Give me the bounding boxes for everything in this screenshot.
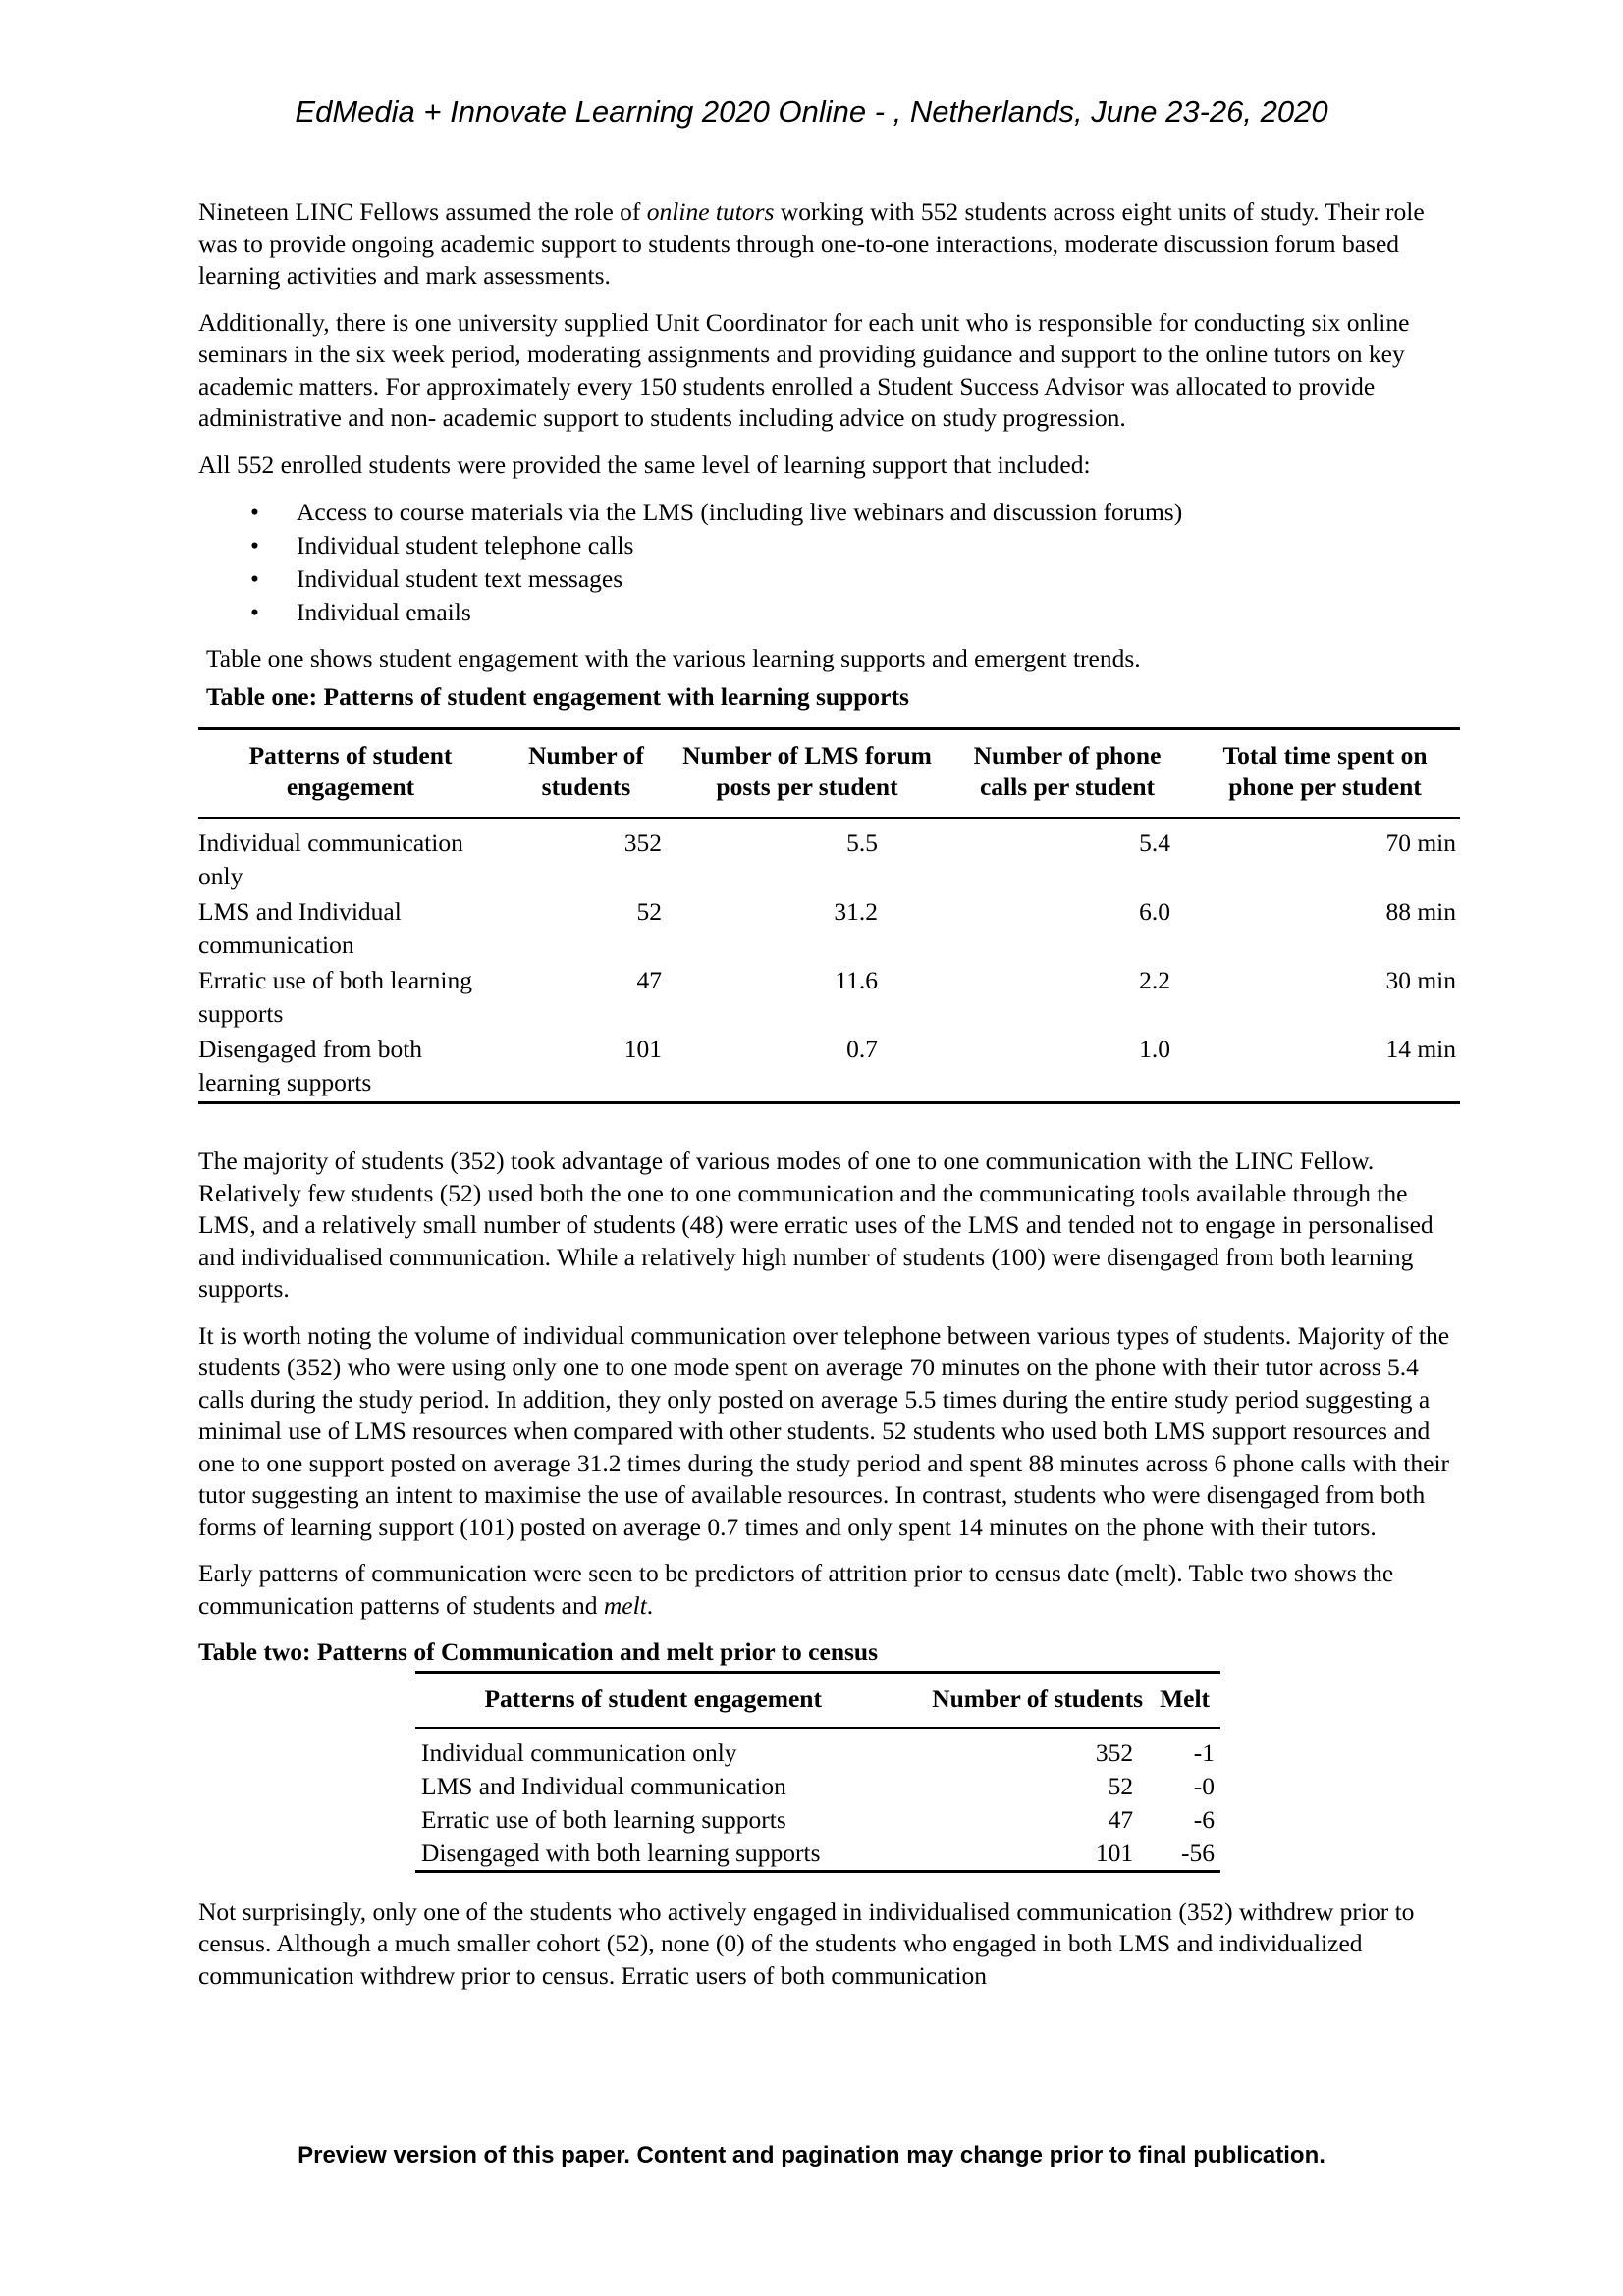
column-header: Number of students bbox=[891, 1672, 1149, 1728]
paragraph-majority-students: The majority of students (352) took advantage of various modes of one to one communication with the LINC Fellow. Relatively few students (52) used both the one to one communication and the communicating tools available through the LMS, and a relatively small number of students (48) were erratic uses of the LMS and tended not to engage in personalised and individualised communication. While a relatively high number of students (100) were disengaged from both learning supports. bbox=[198, 1147, 1434, 1303]
list-item-text: Individual student telephone calls bbox=[297, 531, 634, 560]
column-header: Number of LMS forum posts per student bbox=[670, 729, 945, 819]
paragraph-unit-coordinator: Additionally, there is one university supplied Unit Coordinator for each unit who is responsible for conducting six online seminars in the six week period, moderating assignments and providing guidance and support to the online tutors on key academic matters. For approximately every 150 students enrolled a Student Success Advisor was allocated to provide administrative and non- academic support to students including advice on study progression. bbox=[198, 307, 1410, 432]
emphasis-online-tutors: online tutors bbox=[646, 197, 775, 226]
table-cell: -1 bbox=[1193, 1737, 1215, 1767]
table-cell: 352 bbox=[623, 828, 662, 857]
paragraph-learning-support-intro: All 552 enrolled students were provided the same level of learning support that included: bbox=[198, 450, 1091, 479]
column-header: Patterns of student engagement bbox=[198, 729, 503, 819]
table-cell: 6.0 bbox=[1139, 897, 1170, 926]
paragraph-table-one-intro: Table one shows student engagement with the various learning supports and emergent trends. bbox=[206, 644, 1141, 672]
table-one bbox=[198, 727, 1460, 1104]
paragraph-text: . bbox=[646, 1590, 654, 1620]
table-cell: Individual communication only bbox=[198, 828, 463, 890]
table-cell: 14 min bbox=[1385, 1035, 1456, 1063]
table-cell: Erratic use of both learning supports bbox=[198, 966, 472, 1028]
paragraph-online-tutors bbox=[198, 196, 1465, 293]
table-header-row bbox=[415, 1672, 1220, 1728]
list-item bbox=[198, 529, 1465, 562]
table-cell: 52 bbox=[1108, 1771, 1134, 1800]
table-cell: 101 bbox=[1095, 1838, 1134, 1867]
paragraph-not-surprisingly: Not surprisingly, only one of the students who actively engaged in individualised communication (352) withdrew prior to census. Although a much smaller cohort (52), none (0) of the students who engaged in both LMS and individualized communication withdrew prior to census. Erratic users of both communication bbox=[198, 1896, 1415, 1990]
list-item bbox=[198, 562, 1465, 596]
bullet-icon: • bbox=[250, 598, 259, 626]
table-two bbox=[415, 1671, 1220, 1873]
emphasis-melt: melt bbox=[603, 1590, 647, 1620]
bullet-icon: • bbox=[250, 498, 259, 526]
table-cell: 0.7 bbox=[846, 1035, 878, 1063]
list-item-text: Individual emails bbox=[297, 598, 471, 626]
table-cell: LMS and Individual communication bbox=[198, 897, 402, 959]
list-item bbox=[198, 596, 1465, 629]
paragraph-early-patterns bbox=[198, 1558, 1465, 1622]
column-header: Total time spent on phone per student bbox=[1190, 729, 1460, 819]
table-cell: 47 bbox=[1108, 1804, 1134, 1834]
column-header: Melt bbox=[1149, 1672, 1220, 1728]
table-cell: 52 bbox=[636, 897, 662, 926]
paragraph-text: Nineteen LINC Fellows assumed the role of bbox=[198, 197, 647, 226]
table-cell: 5.5 bbox=[846, 828, 878, 857]
table-cell: 352 bbox=[1095, 1737, 1134, 1767]
running-header: EdMedia + Innovate Learning 2020 Online - , Netherlands, June 23-26, 2020 bbox=[295, 94, 1328, 129]
table-cell: LMS and Individual communication bbox=[421, 1771, 786, 1800]
table-cell: 5.4 bbox=[1139, 828, 1170, 857]
table-cell: 70 min bbox=[1385, 828, 1456, 857]
bullet-icon: • bbox=[250, 564, 259, 593]
table-cell: -6 bbox=[1193, 1804, 1215, 1834]
table-cell: -56 bbox=[1181, 1838, 1215, 1867]
paragraph-text: working with 552 students across eight units of study. Their role was to provide ongoing academic support to students through one-to-one interactions, moderate discussion forum based learning activities and mark assessments. bbox=[198, 197, 1425, 290]
table-cell: Erratic use of both learning supports bbox=[421, 1804, 786, 1834]
learning-support-list bbox=[198, 496, 1465, 629]
table-row bbox=[415, 1803, 1220, 1837]
table-cell: -0 bbox=[1193, 1771, 1215, 1800]
table-cell: 11.6 bbox=[835, 966, 878, 994]
table-row bbox=[415, 1837, 1220, 1872]
table-cell: 101 bbox=[623, 1035, 662, 1063]
table-row bbox=[198, 895, 1460, 964]
paragraph-telephone-volume: It is worth noting the volume of individual communication over telephone between various types of students. Majority of the students (352) who were using only one to one mode spent on average 70 minutes on the phone with their tutor across 5.4 calls during the study period. In addition, they only posted on average 5.5 times during the entire study period suggesting a minimal use of LMS resources when compared with other students. 52 students who used both LMS support resources and one to one support posted on average 31.2 times during the study period and spent 88 minutes across 6 phone calls with their tutor suggesting an intent to maximise the use of available resources. In contrast, students who were disengaged from both forms of learning support (101) posted on average 0.7 times and only spent 14 minutes on the phone with their tutors. bbox=[198, 1320, 1450, 1541]
table-row bbox=[415, 1770, 1220, 1803]
table-cell: 31.2 bbox=[834, 897, 878, 926]
column-header: Number of phone calls per student bbox=[945, 729, 1190, 819]
column-header: Number of students bbox=[503, 729, 670, 819]
table-cell: Individual communication only bbox=[421, 1737, 737, 1767]
table-cell: Disengaged from both learning supports bbox=[198, 1035, 423, 1096]
table-one-caption: Table one: Patterns of student engagement with learning supports bbox=[206, 681, 909, 711]
table-cell: 1.0 bbox=[1139, 1035, 1170, 1063]
table-row bbox=[198, 818, 1460, 895]
column-header: Patterns of student engagement bbox=[415, 1672, 891, 1728]
table-cell: 47 bbox=[636, 966, 662, 994]
list-item bbox=[198, 496, 1465, 529]
bullet-icon: • bbox=[250, 531, 259, 560]
paragraph-text: Early patterns of communication were seen to be predictors of attrition prior to census date (melt). Table two shows the communication patterns of students and bbox=[198, 1559, 1394, 1620]
preview-notice: Preview version of this paper. Content and pagination may change prior to final publication. bbox=[298, 2142, 1325, 2168]
table-row bbox=[415, 1728, 1220, 1770]
table-row bbox=[198, 1033, 1460, 1103]
table-two-caption: Table two: Patterns of Communication and melt prior to census bbox=[198, 1637, 879, 1666]
table-cell: 88 min bbox=[1385, 897, 1456, 926]
table-row bbox=[198, 964, 1460, 1033]
table-header-row bbox=[198, 729, 1460, 819]
table-cell: 30 min bbox=[1385, 966, 1456, 994]
table-cell: 2.2 bbox=[1139, 966, 1170, 994]
list-item-text: Individual student text messages bbox=[297, 564, 623, 593]
list-item-text: Access to course materials via the LMS (including live webinars and discussion forums) bbox=[297, 498, 1183, 526]
table-cell: Disengaged with both learning supports bbox=[421, 1838, 821, 1867]
page-content bbox=[198, 196, 1465, 2006]
